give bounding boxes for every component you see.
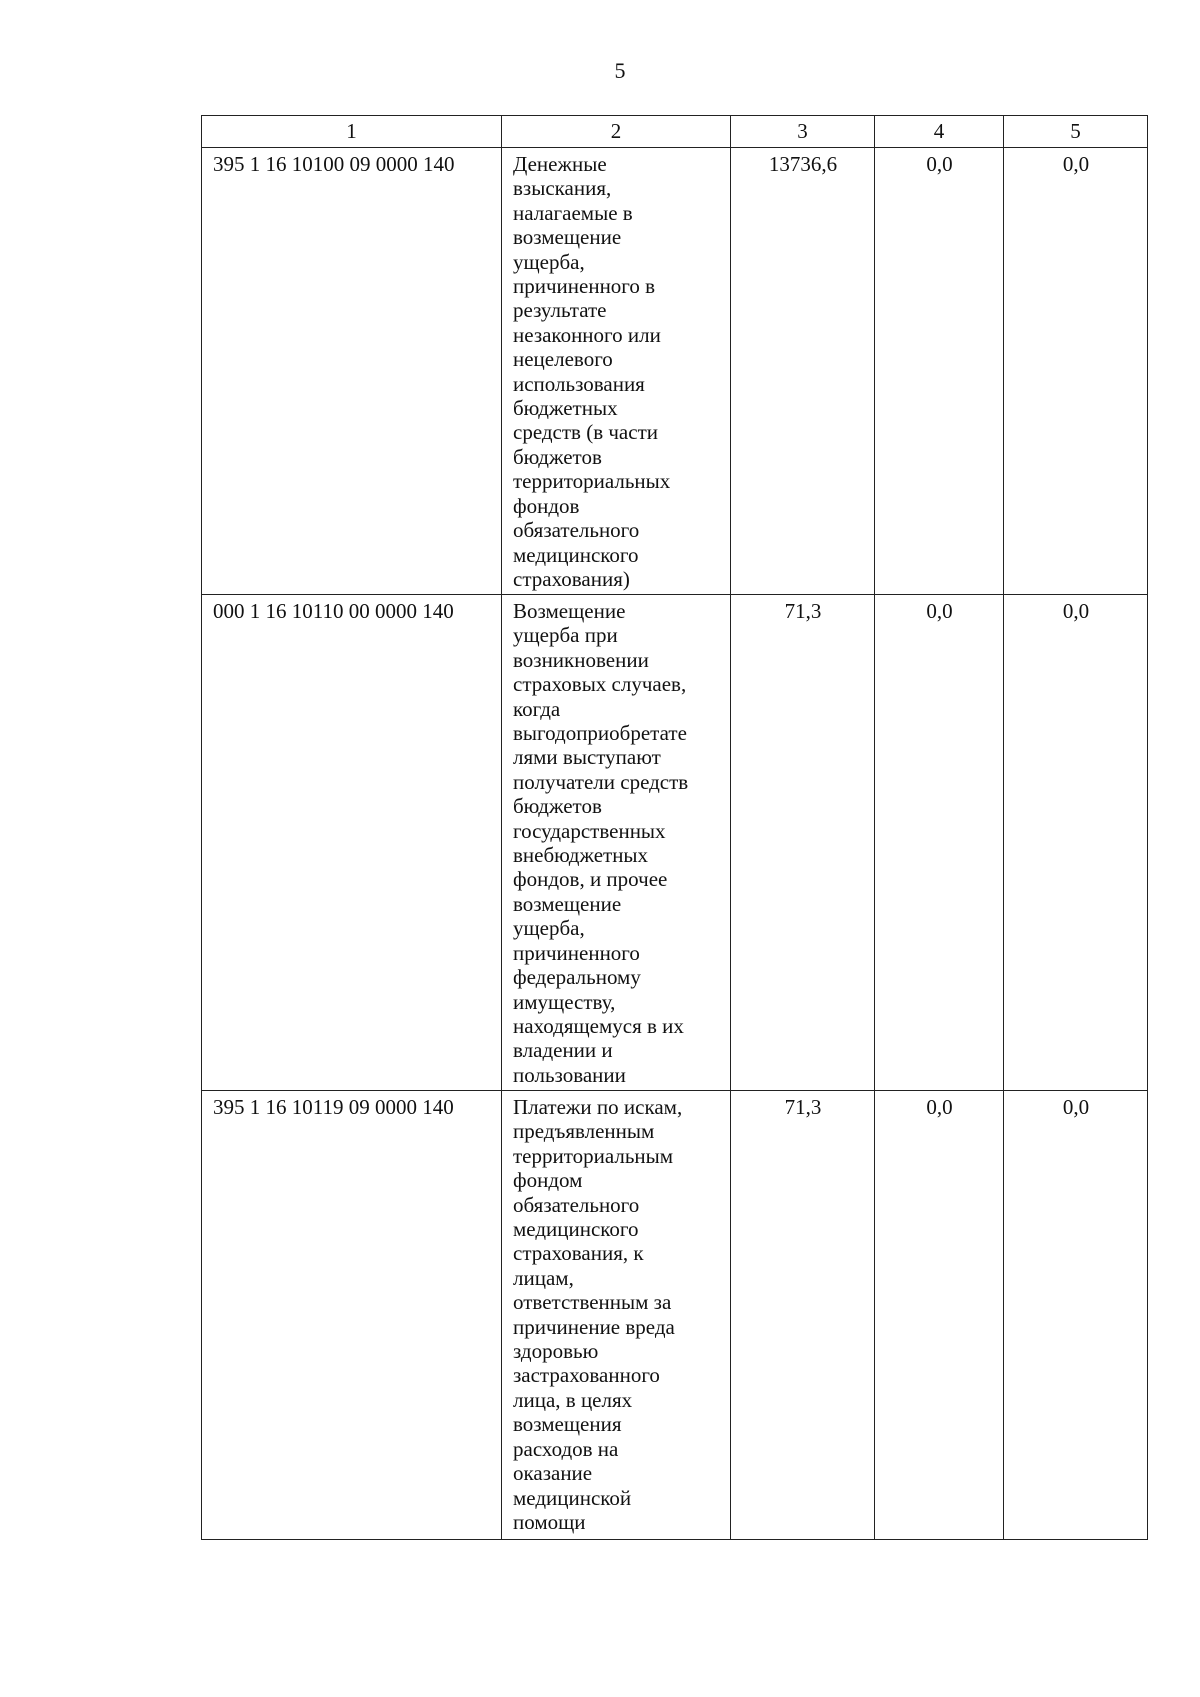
header-col-2: 2	[502, 116, 731, 148]
header-col-3: 3	[731, 116, 875, 148]
row-value-col4: 0,0	[875, 1091, 1004, 1540]
row-value-col5: 0,0	[1004, 148, 1148, 595]
table-row	[202, 148, 1148, 595]
row-value-col4: 0,0	[875, 148, 1004, 595]
row-description-text: Возмещение ущерба при возникновении страховых случаев, когда выгодоприобретате лями выступают получатели средств бюджетов государственных внебюджетных фондов, и прочее возмещение ущерба, причиненного федеральному имуществу, находящемуся в их владении и пользовании	[513, 599, 689, 1087]
row-description	[502, 595, 731, 1091]
row-description-text: Денежные взыскания, налагаемые в возмещение ущерба, причиненного в результате незаконного или нецелевого использования бюджетных средств (в части бюджетов территориальных фондов обязательного медицинского страхования)	[513, 152, 671, 591]
page-number: 5	[614, 58, 626, 83]
row-code: 395 1 16 10100 09 0000 140	[202, 148, 502, 595]
row-code: 395 1 16 10119 09 0000 140	[202, 1091, 502, 1540]
header-col-1: 1	[202, 116, 502, 148]
table-row	[202, 595, 1148, 1091]
row-code: 000 1 16 10110 00 0000 140	[202, 595, 502, 1091]
row-description	[502, 148, 731, 595]
header-col-4: 4	[875, 116, 1004, 148]
row-value-col3: 71,3	[731, 1091, 875, 1540]
row-value-col5: 0,0	[1004, 1091, 1148, 1540]
header-col-5: 5	[1004, 116, 1148, 148]
table-row	[202, 1091, 1148, 1540]
header-row	[202, 116, 1148, 148]
row-value-col3: 71,3	[731, 595, 875, 1091]
row-description	[502, 1091, 731, 1540]
row-value-col4: 0,0	[875, 595, 1004, 1091]
row-value-col3: 13736,6	[731, 148, 875, 595]
row-value-col5: 0,0	[1004, 595, 1148, 1091]
row-description-text: Платежи по искам, предъявленным территориальным фондом обязательного медицинского страхования, к лицам, ответственным за причинение вреда здоровью застрахованного лица, в целях возмещения расходов на оказание медицинской помощи	[513, 1095, 683, 1534]
budget-table	[201, 115, 1148, 1540]
